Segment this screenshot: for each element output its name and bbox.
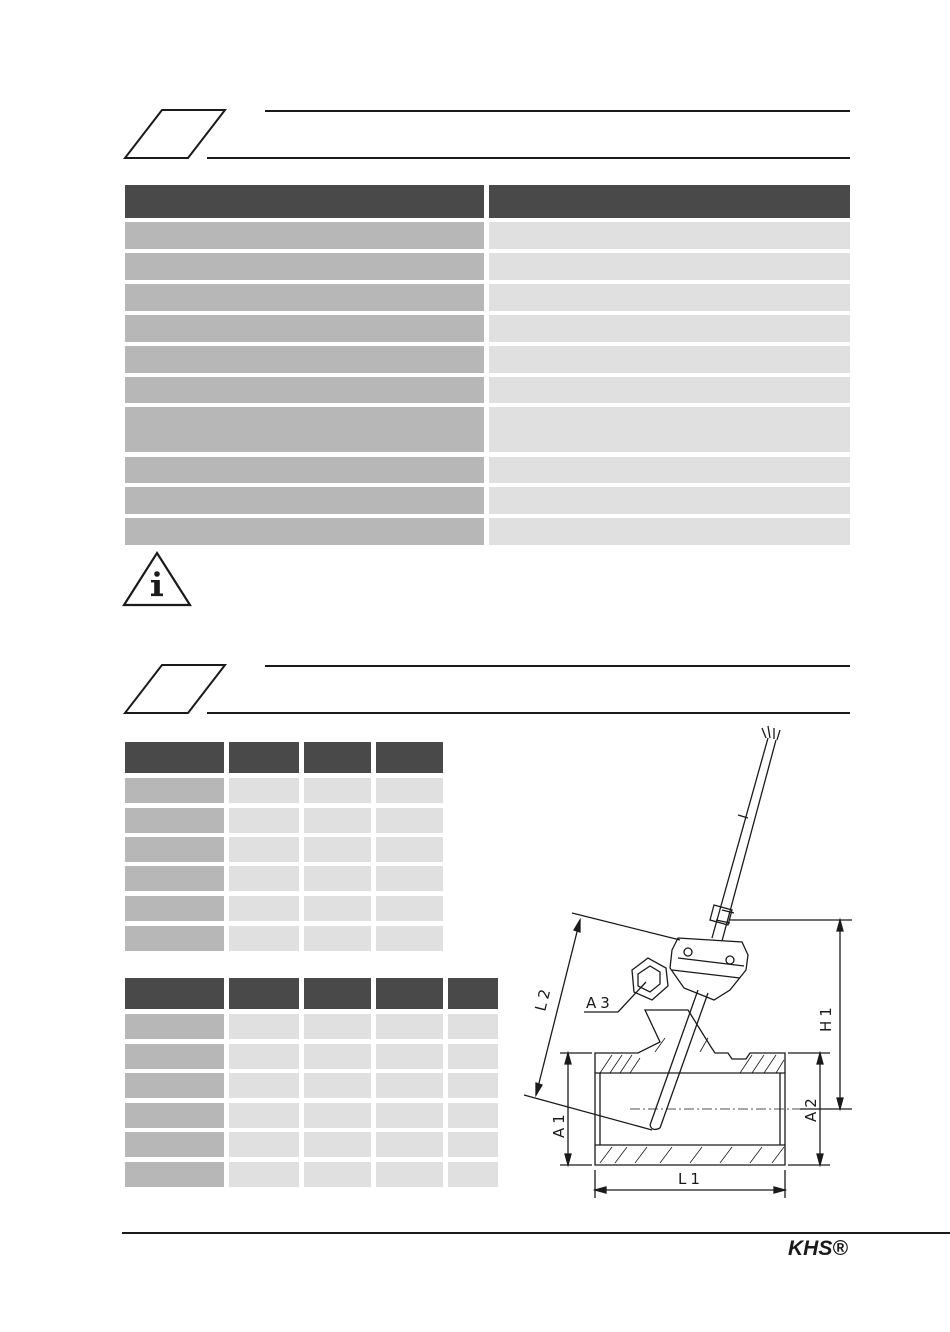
dim-b-cell [376, 1162, 443, 1187]
dim-b-cell [304, 1014, 371, 1039]
label-l1: L1 [678, 1170, 704, 1188]
spec-table-row-label [125, 407, 484, 452]
label-h1: H1 [817, 1003, 835, 1032]
spec-table-row-label [125, 377, 484, 403]
section-1-top-rule [265, 110, 850, 112]
spec-table-header-left [125, 185, 484, 218]
label-a2: A2 [802, 1094, 820, 1122]
spec-table-row-value [489, 457, 850, 483]
spec-table-row-value [489, 222, 850, 249]
dim-b-row-label [125, 1103, 224, 1128]
section-2-bottom-rule [207, 712, 850, 714]
dim-b-row-label [125, 1132, 224, 1157]
dim-a-cell [376, 837, 443, 862]
sensor-head [670, 938, 748, 1000]
dim-b-cell [229, 1103, 299, 1128]
dim-a-header [229, 742, 299, 773]
dim-a-header [376, 742, 443, 773]
dim-a-row-label [125, 866, 224, 891]
spec-table-row-value [489, 407, 850, 452]
label-a3: A3 [586, 994, 614, 1012]
spec-table-row-label [125, 222, 484, 249]
dim-b-cell [448, 1014, 498, 1039]
dim-a-row-label [125, 926, 224, 951]
dim-a-cell [229, 808, 299, 833]
sensor-fitting-drawing [500, 720, 900, 1210]
spec-table-row-label [125, 518, 484, 545]
dim-b-header [304, 978, 371, 1009]
section-2-top-rule [265, 665, 850, 667]
dim-b-cell [376, 1132, 443, 1157]
dim-b-cell [229, 1132, 299, 1157]
dim-a-row-label [125, 837, 224, 862]
spec-table-row-value [489, 253, 850, 280]
khs-logo-text: KHS® [788, 1237, 848, 1260]
label-a1: A1 [550, 1110, 568, 1138]
dim-a-cell [304, 896, 371, 921]
dim-b-cell [448, 1103, 498, 1128]
dim-b-cell [376, 1014, 443, 1039]
section-marker-2-icon [122, 663, 232, 717]
dim-b-cell [229, 1073, 299, 1098]
dim-b-cell [448, 1044, 498, 1069]
dim-a-cell [376, 778, 443, 803]
dim-a-header [125, 742, 224, 773]
spec-table-row-value [489, 284, 850, 311]
dim-b-row-label [125, 1044, 224, 1069]
dim-a-cell [229, 926, 299, 951]
spec-table-row-value [489, 315, 850, 342]
dim-b-cell [304, 1132, 371, 1157]
info-triangle-icon [122, 550, 194, 610]
dim-a-cell [376, 926, 443, 951]
dim-a-cell [229, 837, 299, 862]
dim-b-cell [304, 1103, 371, 1128]
spec-table-row-label [125, 457, 484, 483]
dim-b-cell [448, 1073, 498, 1098]
dim-a-cell [304, 837, 371, 862]
dim-b-row-label [125, 1073, 224, 1098]
dim-a-cell [304, 808, 371, 833]
spec-table-row-label [125, 315, 484, 342]
dim-b-header [448, 978, 498, 1009]
dim-b-cell [229, 1014, 299, 1039]
dim-b-cell [376, 1103, 443, 1128]
dim-b-header [376, 978, 443, 1009]
dim-a-row-label [125, 896, 224, 921]
dim-a-row-label [125, 778, 224, 803]
spec-table-row-label [125, 346, 484, 373]
dim-a-cell [229, 896, 299, 921]
dim-a-cell [229, 866, 299, 891]
dim-b-cell [229, 1044, 299, 1069]
dim-b-cell [376, 1073, 443, 1098]
section-1-bottom-rule [207, 157, 850, 159]
dim-a-cell [304, 778, 371, 803]
dim-a-cell [304, 866, 371, 891]
dim-b-header [125, 978, 224, 1009]
spec-table-row-label [125, 487, 484, 514]
spec-table-header-right [489, 185, 850, 218]
spec-table-row-label [125, 284, 484, 311]
dim-a-cell [376, 866, 443, 891]
label-l2: L2 [531, 983, 556, 1013]
dim-b-row-label [125, 1014, 224, 1039]
dim-a-cell [304, 926, 371, 951]
dim-b-row-label [125, 1162, 224, 1187]
khs-logo-icon [788, 1237, 858, 1263]
dim-b-cell [304, 1044, 371, 1069]
spec-table-row-value [489, 346, 850, 373]
dim-a-cell [229, 778, 299, 803]
spec-table-row-value [489, 518, 850, 545]
dim-a-row-label [125, 808, 224, 833]
dim-b-header [229, 978, 299, 1009]
fitting-body-outline [595, 1010, 785, 1165]
dim-b-cell [448, 1132, 498, 1157]
dim-b-cell [376, 1044, 443, 1069]
spec-table-row-label [125, 253, 484, 280]
dim-a-header [304, 742, 371, 773]
dim-b-cell [229, 1162, 299, 1187]
spec-table-row-value [489, 487, 850, 514]
footer-rule [122, 1232, 950, 1234]
spec-table-row-value [489, 377, 850, 403]
dim-b-cell [304, 1073, 371, 1098]
dim-b-cell [448, 1162, 498, 1187]
dim-b-cell [304, 1162, 371, 1187]
dim-a-cell [376, 808, 443, 833]
dim-a-cell [376, 896, 443, 921]
section-marker-1-icon [122, 108, 232, 162]
